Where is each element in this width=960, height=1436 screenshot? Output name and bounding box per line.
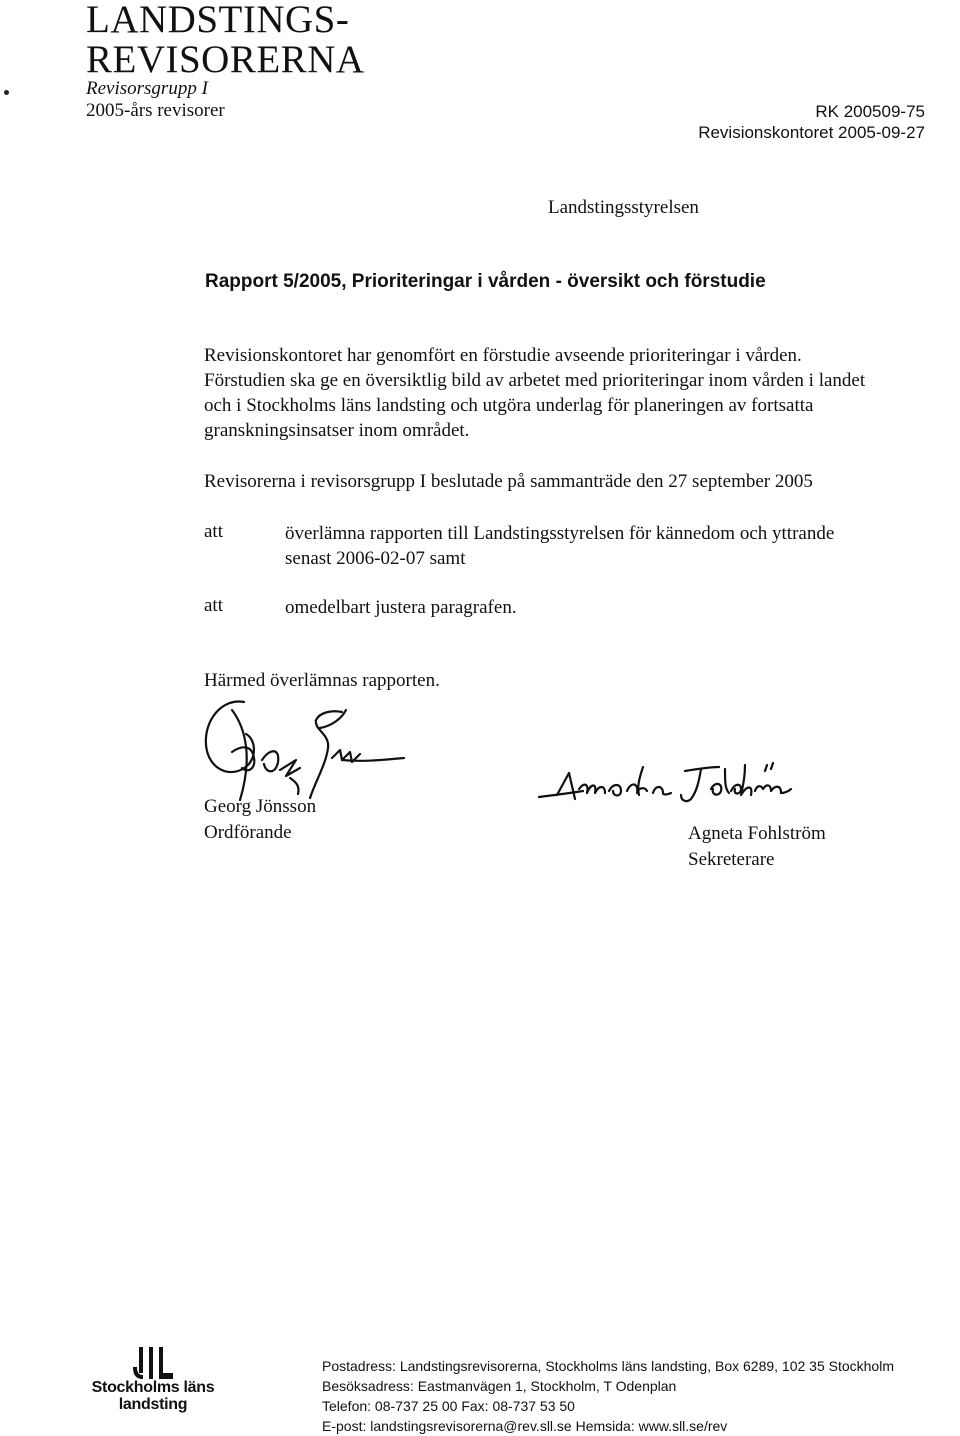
decision-label: att bbox=[204, 595, 223, 616]
decision-line: omedelbart justera paragrafen. bbox=[285, 597, 517, 618]
footer-email-web: E-post: landstingsrevisorerna@rev.sll.se Hemsida: www.sll.se/rev bbox=[322, 1418, 728, 1434]
logo-text-line1: Stockholms läns bbox=[91, 1379, 215, 1396]
logo-text-line2: landsting bbox=[118, 1396, 188, 1413]
sll-logo bbox=[78, 1345, 228, 1413]
org-name bbox=[86, 0, 365, 80]
chair-role: Ordförande bbox=[204, 822, 292, 843]
footer-visit-address: Besöksadress: Eastmanvägen 1, Stockholm, T Odenplan bbox=[322, 1378, 677, 1394]
paragraph-line: och i Stockholms läns landsting och utgöra underlag för planeringen av fortsatta bbox=[204, 395, 814, 416]
body-paragraph-1 bbox=[204, 343, 865, 443]
paragraph-line: Förstudien ska ge en översiktlig bild av arbetet med prioriteringar inom vården i landet bbox=[204, 370, 866, 391]
decision-text bbox=[285, 595, 517, 620]
decision-line: senast 2006-02-07 samt bbox=[285, 548, 466, 569]
footer-contact bbox=[322, 1356, 894, 1436]
paragraph-line: granskningsinsatser inom området. bbox=[204, 420, 470, 441]
body-paragraph-2: Revisorerna i revisorsgrupp I beslutade på sammanträde den 27 september 2005 bbox=[204, 471, 813, 492]
secretary-signature bbox=[535, 755, 795, 825]
org-group: Revisorsgrupp I bbox=[86, 78, 208, 99]
secretary-role: Sekreterare bbox=[688, 849, 775, 870]
report-title: Rapport 5/2005, Prioriteringar i vården - översikt och förstudie bbox=[205, 271, 766, 292]
decision-label: att bbox=[204, 521, 223, 542]
org-name-line1: LANDSTINGS- bbox=[86, 0, 350, 41]
recipient: Landstingsstyrelsen bbox=[548, 197, 699, 218]
reference-dept-date: Revisionskontoret 2005-09-27 bbox=[698, 123, 925, 142]
margin-dot bbox=[4, 90, 9, 95]
org-name-line2: REVISORERNA bbox=[86, 38, 365, 81]
chair-name: Georg Jönsson bbox=[204, 796, 317, 817]
footer-phone: Telefon: 08-737 25 00 Fax: 08-737 53 50 bbox=[322, 1398, 575, 1414]
paragraph-line: Revisionskontoret har genomfört en förstudie avseende prioriteringar i vården. bbox=[204, 345, 802, 366]
org-subtitle: 2005-års revisorer bbox=[86, 100, 225, 121]
reference-number: RK 200509-75 bbox=[815, 102, 925, 121]
closing-line: Härmed överlämnas rapporten. bbox=[204, 670, 440, 691]
sll-logo-icon bbox=[133, 1345, 173, 1379]
decision-text bbox=[285, 521, 834, 571]
secretary-name: Agneta Fohlström bbox=[688, 823, 826, 844]
decision-line: överlämna rapporten till Landstingsstyrelsen för kännedom och yttrande bbox=[285, 523, 835, 544]
footer-address: Postadress: Landstingsrevisorerna, Stockholms läns landsting, Box 6289, 102 35 Stockholm bbox=[322, 1358, 894, 1374]
chair-signature bbox=[192, 690, 422, 810]
